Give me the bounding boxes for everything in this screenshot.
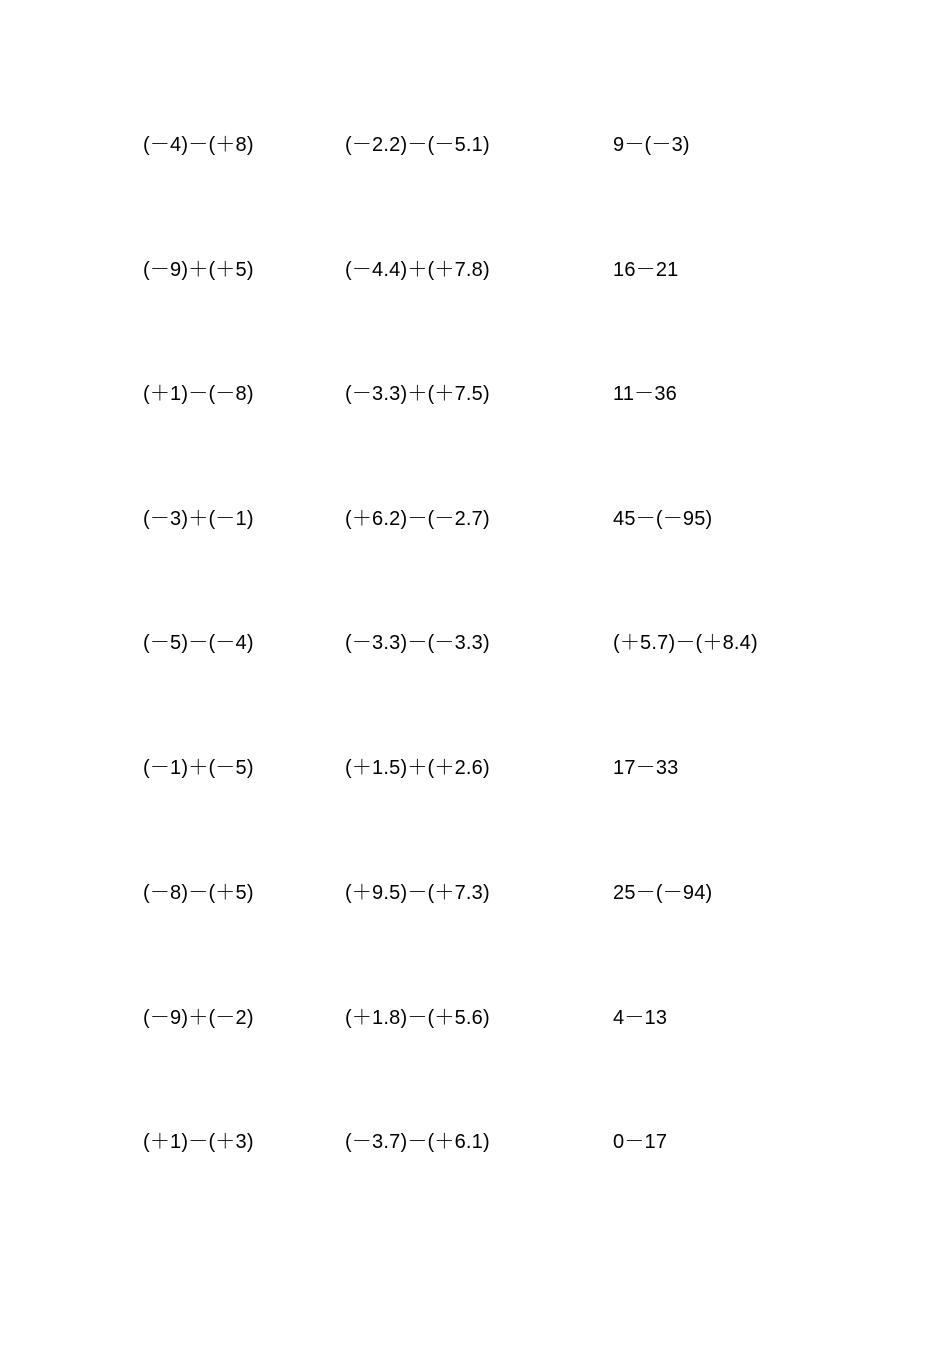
math-problem: 4－13: [613, 1007, 668, 1029]
math-problem: (－3.7)－(＋6.1): [345, 1131, 490, 1153]
math-problem: (＋9.5)－(＋7.3): [345, 882, 490, 904]
math-problem: (－3)＋(－1): [143, 508, 254, 530]
math-problem: (＋6.2)－(－2.7): [345, 508, 490, 530]
math-problem: (－3.3)－(－3.3): [345, 632, 490, 654]
problem-row: [0, 1127, 950, 1157]
math-problem: (＋5.7)－(＋8.4): [613, 632, 758, 654]
math-problem: 11－36: [613, 383, 678, 405]
math-problem: 16－21: [613, 259, 679, 281]
math-problem: (－9)＋(＋5): [143, 259, 254, 281]
problem-row: [0, 878, 950, 908]
math-problem: (＋1.5)＋(＋2.6): [345, 757, 490, 779]
problem-row: [0, 753, 950, 783]
math-problem: 45－(－95): [613, 508, 713, 530]
math-problem: (＋1.8)－(＋5.6): [345, 1007, 490, 1029]
math-problem: (－9)＋(－2): [143, 1007, 254, 1029]
math-problem: (－4.4)＋(＋7.8): [345, 259, 490, 281]
math-problem: (－2.2)－(－5.1): [345, 134, 490, 156]
problem-row: [0, 504, 950, 534]
problem-row: [0, 130, 950, 160]
math-problem: (＋1)－(＋3): [143, 1131, 254, 1153]
problem-row: [0, 1003, 950, 1033]
math-problem: (－1)＋(－5): [143, 757, 254, 779]
math-problem: (－5)－(－4): [143, 632, 254, 654]
problem-row: [0, 379, 950, 409]
math-problem: 17－33: [613, 757, 679, 779]
math-problem: (－4)－(＋8): [143, 134, 254, 156]
math-problem: 0－17: [613, 1131, 668, 1153]
math-problem: 25－(－94): [613, 882, 713, 904]
math-problem: (－3.3)＋(＋7.5): [345, 383, 490, 405]
math-problem: (＋1)－(－8): [143, 383, 254, 405]
problem-row: [0, 628, 950, 658]
math-problem: 9－(－3): [613, 134, 690, 156]
math-problem: (－8)－(＋5): [143, 882, 254, 904]
problem-row: [0, 255, 950, 285]
